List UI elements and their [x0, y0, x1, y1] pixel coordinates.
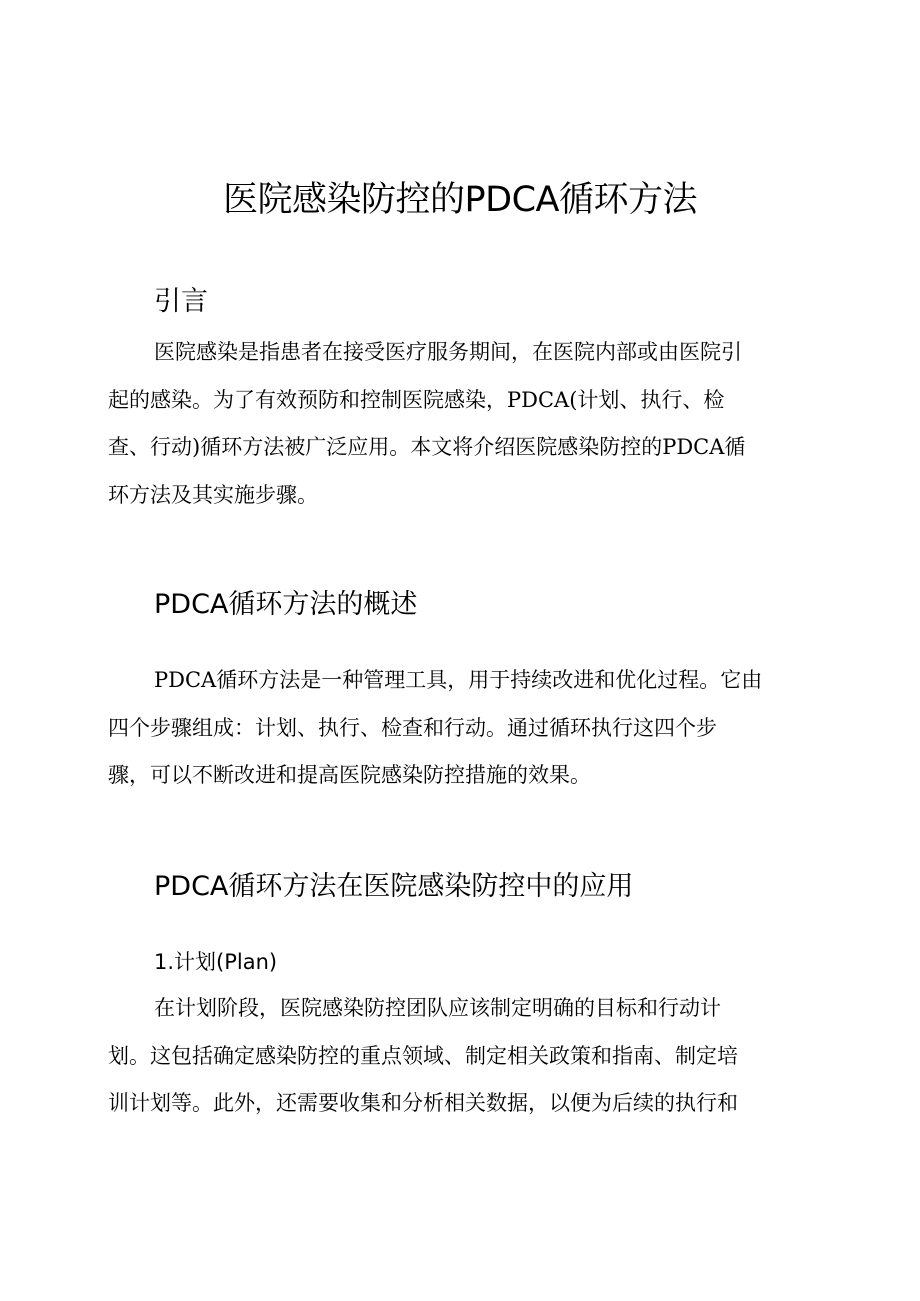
paragraph-line: 医院感染是指患者在接受医疗服务期间，在医院内部或由医院引: [154, 340, 742, 364]
paragraph-line: 骤，可以不断改进和提高医院感染防控措施的效果。: [108, 763, 591, 787]
paragraph-line: 四个步骤组成：计划、执行、检查和行动。通过循环执行这四个步: [108, 715, 717, 740]
section-heading-overview: PDCA循环方法的概述: [154, 589, 418, 620]
paragraph-line: 划。这包括确定感染防控的重点领域、制定相关政策和指南、制定培: [108, 1043, 738, 1068]
paragraph-line: 环方法及其实施步骤。: [108, 482, 318, 507]
subheading-plan: 1.计划(Plan): [154, 950, 278, 974]
paragraph-line: PDCA循环方法是一种管理工具，用于持续改进和优化过程。它由: [154, 668, 763, 692]
section-heading-application: PDCA循环方法在医院感染防控中的应用: [154, 871, 634, 902]
overview-paragraph: [108, 657, 826, 800]
section-heading-introduction: 引言: [154, 286, 208, 317]
plan-paragraph: [108, 985, 826, 1128]
paragraph-line: 查、行动)循环方法被广泛应用。本文将介绍医院感染防控的PDCA循: [108, 435, 746, 459]
document-title: 医院感染防控的PDCA循环方法: [223, 180, 697, 220]
paragraph-line: 训计划等。此外，还需要收集和分析相关数据，以便为后续的执行和: [108, 1091, 738, 1115]
introduction-paragraph: [108, 329, 826, 519]
paragraph-line: 起的感染。为了有效预防和控制医院感染，PDCA(计划、执行、检: [108, 387, 725, 412]
paragraph-line: 在计划阶段，医院感染防控团队应该制定明确的目标和行动计: [154, 996, 721, 1020]
